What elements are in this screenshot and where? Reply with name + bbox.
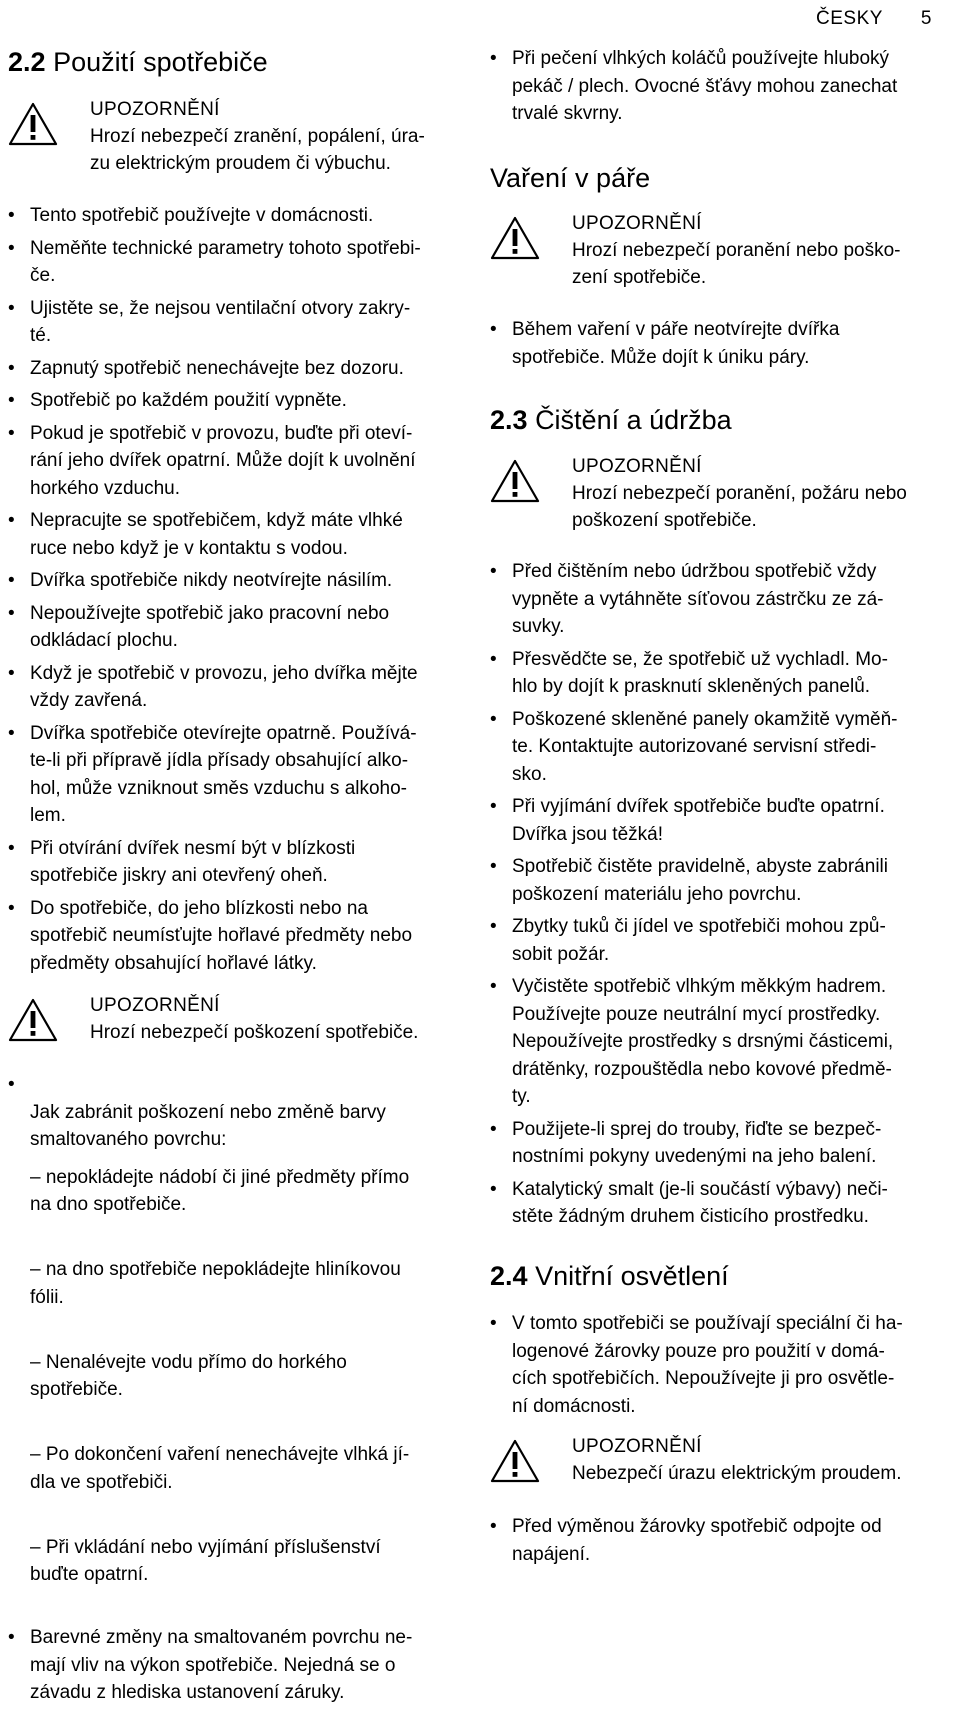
cleaning-bullet-list — [490, 558, 935, 1236]
warning-line: zu elektrickým proudem či výbuchu. — [90, 153, 391, 174]
warning-line: poškození spotřebiče. — [572, 510, 757, 531]
list-item: • Pokud je spotřebič v provozu, buďte při oteví- rání jeho dvířek opatrní. Může dojít k uvolnění horkého vzduchu. — [8, 420, 453, 503]
list-item: • Poškozené skleněné panely okamžitě vyměň- te. Kontaktujte autorizované servisní středi- sko. — [490, 706, 935, 789]
warning-title: UPOZORNĚNÍ — [572, 456, 702, 477]
warning-block-cleaning — [490, 453, 935, 533]
dash-item: – nepokládejte nádobí či jiné předměty přímo na dno spotřebiče. — [30, 1166, 410, 1215]
list-item: • Vyčistěte spotřebič vlhkým měkkým hadrem. Používejte pouze neutrální mycí prostředky. Nepoužívejte prostředky s drsnými částicemi, drátěnky, rozpouštědla nebo kovové předmě- ty. — [490, 973, 935, 1111]
list-item: • Tento spotřebič používejte v domácnosti. — [8, 202, 453, 230]
section-heading: Použití spotřebiče — [53, 47, 268, 77]
list-item: • V tomto spotřebiči se používají speciální či ha- logenové žárovky pouze pro použití v domá- cích spotřebičích. Nepoužívejte ji pro osvětle- ní domácnosti. — [490, 1310, 935, 1420]
warning-triangle-icon — [8, 102, 58, 146]
list-item: • Spotřebič čistěte pravidelně, abyste zabránili poškození materiálu jeho povrchu. — [490, 853, 935, 908]
list-item: • Barevné změny na smaltovaném povrchu ne- mají vliv na výkon spotřebiče. Nejedná se o závadu z hlediska ustanovení záruky. — [8, 1624, 453, 1707]
list-item: • Během vaření v páře neotvírejte dvířka spotřebiče. Může dojít k úniku páry. — [490, 316, 935, 371]
list-item: • Spotřebič po každém použití vypněte. — [8, 387, 453, 415]
warning-title: UPOZORNĚNÍ — [572, 213, 702, 234]
warning-block-steam — [490, 210, 935, 290]
list-item: • Když je spotřebič v provozu, jeho dvířka mějte vždy zavřená. — [8, 660, 453, 715]
section-heading: Vnitřní osvětlení — [535, 1261, 729, 1291]
list-item: • Zbytky tuků či jídel ve spotřebiči mohou způ- sobit požár. — [490, 913, 935, 968]
header-language: ČESKY — [816, 8, 883, 29]
bulb-bullet-list — [490, 1513, 935, 1573]
dash-item: – Nenalévejte vodu přímo do horkého spotřebiče. — [30, 1351, 347, 1400]
warning-triangle-icon — [490, 1439, 540, 1483]
enamel-bullet-list — [8, 1071, 453, 1712]
list-item: • Ujistěte se, že nejsou ventilační otvory zakry- té. — [8, 295, 453, 350]
warning-line: Nebezpečí úrazu elektrickým proudem. — [572, 1463, 902, 1484]
warning-block-damage — [8, 992, 453, 1072]
section-number: 2.4 — [490, 1261, 528, 1291]
list-item: • Dvířka spotřebiče otevírejte opatrně. Používá- te-li při přípravě jídla přísady obsahující alko- hol, může vzniknout směs vzduchu s alkoho- lem. — [8, 720, 453, 830]
warning-line: Hrozí nebezpečí zranění, popálení, úra- — [90, 126, 425, 147]
list-item: • Nepracujte se spotřebičem, když máte vlhké ruce nebo když je v kontaktu s vodou. — [8, 507, 453, 562]
section-number: 2.3 — [490, 405, 528, 435]
list-item: • Zapnutý spotřebič nenechávejte bez dozoru. — [8, 355, 453, 383]
lighting-bullet-list — [490, 1310, 935, 1425]
list-item — [8, 1071, 453, 1616]
subsection-title-steam: Vaření v páře — [490, 163, 651, 193]
warning-title: UPOZORNĚNÍ — [90, 99, 220, 120]
dash-item: – Při vkládání nebo vyjímání příslušenství buďte opatrní. — [30, 1536, 381, 1585]
list-item: • Katalytický smalt (je-li součástí výbavy) neči- stěte žádným druhem čisticího prostředku. — [490, 1176, 935, 1231]
warning-title: UPOZORNĚNÍ — [572, 1436, 702, 1457]
list-item: • Použijete-li sprej do trouby, řiďte se bezpeč- nostními pokyny uvedenými na jeho balení. — [490, 1116, 935, 1171]
warning-title: UPOZORNĚNÍ — [90, 995, 220, 1016]
list-item: • Přesvědčte se, že spotřebič už vychladl. Mo- hlo by dojít k prasknutí skleněných panelů. — [490, 646, 935, 701]
page-header — [816, 8, 932, 30]
section-heading: Čištění a údržba — [535, 405, 732, 435]
warning-block-electric — [490, 1433, 935, 1513]
warning-triangle-icon — [490, 216, 540, 260]
baking-bullet-list — [490, 45, 935, 133]
list-item: • Před výměnou žárovky spotřebič odpojte od napájení. — [490, 1513, 935, 1568]
dash-item: – na dno spotřebiče nepokládejte hliníkovou fólii. — [30, 1259, 401, 1308]
warning-line: Hrozí nebezpečí poškození spotřebiče. — [90, 1022, 419, 1043]
list-item: • Nepoužívejte spotřebič jako pracovní nebo odkládací plochu. — [8, 600, 453, 655]
warning-line: Hrozí nebezpečí poranění nebo poško- — [572, 240, 901, 261]
list-item: • Před čištěním nebo údržbou spotřebič vždy vypněte a vytáhněte síťovou zástrčku ze zá- suvky. — [490, 558, 935, 641]
section-title-cleaning — [490, 404, 732, 436]
section-title-lighting — [490, 1260, 729, 1292]
list-item: • Při vyjímání dvířek spotřebiče buďte opatrní. Dvířka jsou těžká! — [490, 793, 935, 848]
page-number: 5 — [920, 8, 932, 29]
usage-bullet-list — [8, 202, 453, 982]
list-item: • Dvířka spotřebiče nikdy neotvírejte násilím. — [8, 567, 453, 595]
warning-line: Hrozí nebezpečí poranění, požáru nebo — [572, 483, 907, 504]
list-item: • Neměňte technické parametry tohoto spotřebi- če. — [8, 235, 453, 290]
list-item: • Při otvírání dvířek nesmí být v blízkosti spotřebiče jiskry ani otevřený oheň. — [8, 835, 453, 890]
list-item: • Do spotřebiče, do jeho blízkosti nebo na spotřebič neumísťujte hořlavé předměty nebo předměty obsahující hořlavé látky. — [8, 895, 453, 978]
warning-line: zení spotřebiče. — [572, 267, 707, 288]
warning-block-usage — [8, 96, 453, 176]
section-title-usage — [8, 46, 268, 78]
list-item: • Při pečení vlhkých koláčů používejte hluboký pekáč / plech. Ovocné šťávy mohou zanechat trvalé skvrny. — [490, 45, 935, 128]
section-number: 2.2 — [8, 47, 46, 77]
warning-triangle-icon — [490, 459, 540, 503]
warning-triangle-icon — [8, 998, 58, 1042]
enamel-intro: Jak zabránit poškození nebo změně barvy smaltovaného povrchu: — [30, 1101, 386, 1150]
steam-bullet-list — [490, 316, 935, 376]
dash-item: – Po dokončení vaření nenechávejte vlhká jí- dla ve spotřebiči. — [30, 1444, 410, 1493]
